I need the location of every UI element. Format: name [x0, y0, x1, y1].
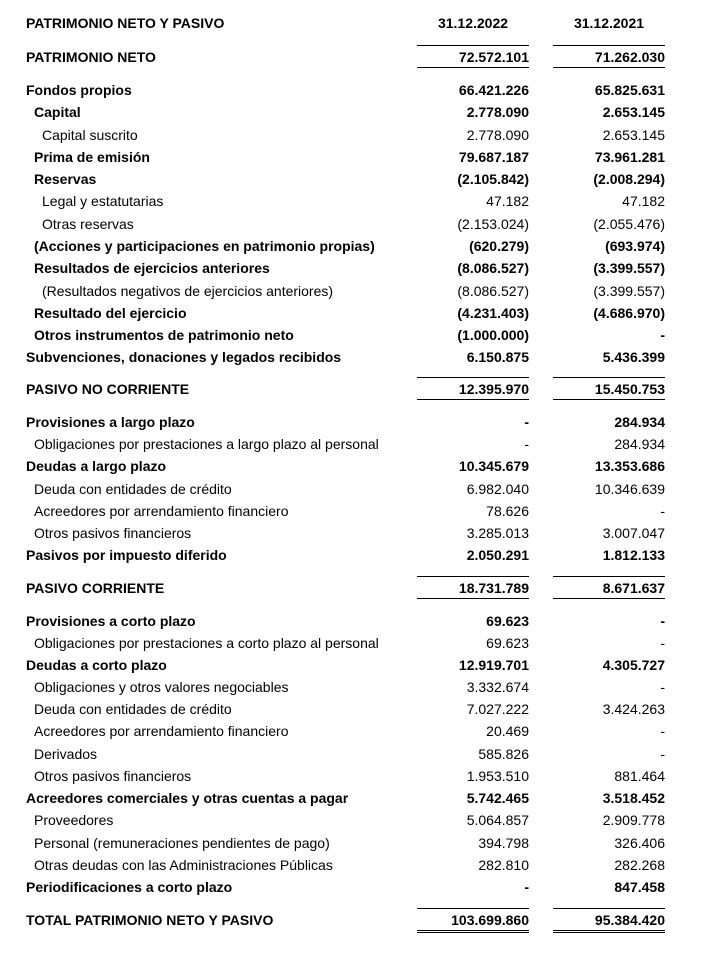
table-row [0, 522, 707, 544]
row-label: Reservas [34, 171, 97, 187]
value-2021: 284.934 [614, 436, 665, 452]
value-2022: 12.395.970 [417, 379, 529, 400]
table-row [0, 124, 707, 146]
total-row [0, 909, 707, 931]
value-2021: - [660, 723, 665, 739]
row-label: PASIVO NO CORRIENTE [26, 381, 190, 397]
value-2022: 2.050.291 [466, 547, 529, 563]
value-2022: 3.285.013 [466, 525, 529, 541]
value-2021: (2.055.476) [593, 216, 665, 232]
table-row [0, 654, 707, 676]
table-row [0, 411, 707, 433]
row-label: Resultado del ejercicio [34, 305, 187, 321]
value-2021: - [660, 635, 665, 651]
row-label: Subvenciones, donaciones y legados recibidos [26, 349, 342, 365]
value-2021: 71.262.030 [553, 47, 665, 68]
value-2022: 585.826 [478, 746, 529, 762]
row-label: Deudas a corto plazo [26, 657, 167, 673]
table-row [0, 346, 707, 368]
value-2021: 95.384.420 [553, 910, 665, 933]
value-2022: (8.086.527) [457, 260, 529, 276]
table-row [0, 235, 707, 257]
value-2022: - [524, 436, 529, 452]
value-2022: 79.687.187 [458, 149, 529, 165]
value-2021: 881.464 [614, 768, 665, 784]
row-label: Acreedores comerciales y otras cuentas a pagar [26, 790, 349, 806]
row-label: Provisiones a largo plazo [26, 414, 195, 430]
value-2022: 47.182 [486, 193, 529, 209]
table-row [0, 720, 707, 742]
value-2021: 15.450.753 [553, 379, 665, 400]
value-2022: 10.345.679 [458, 458, 529, 474]
row-label: Prima de emisión [34, 149, 150, 165]
table-row [0, 213, 707, 235]
value-2022: (1.000.000) [457, 327, 529, 343]
row-label: Periodificaciones a corto plazo [26, 879, 233, 895]
table-row [0, 876, 707, 898]
row-label: Legal y estatutarias [42, 193, 164, 209]
value-2021: 10.346.639 [594, 481, 665, 497]
table-row [0, 146, 707, 168]
column-header-2022: 31.12.2022 [437, 15, 509, 31]
value-2021: (693.974) [605, 238, 665, 254]
value-2021: 8.671.637 [553, 578, 665, 599]
value-2022: 2.778.090 [466, 104, 529, 120]
row-label: Otras reservas [42, 216, 134, 232]
value-2022: 18.731.789 [417, 578, 529, 599]
row-label: Otros pasivos financieros [34, 768, 192, 784]
table-row [0, 257, 707, 279]
row-label: Obligaciones por prestaciones a corto plazo al personal [34, 635, 379, 651]
table-row [0, 809, 707, 831]
value-2021: 282.268 [614, 857, 665, 873]
value-2022: 1.953.510 [466, 768, 529, 784]
table-row [0, 676, 707, 698]
row-label: Acreedores por arrendamiento financiero [34, 503, 289, 519]
value-2021: 847.458 [614, 879, 665, 895]
row-label: PASIVO CORRIENTE [26, 580, 165, 596]
column-header-2021: 31.12.2021 [573, 15, 645, 31]
table-row [0, 302, 707, 324]
value-2022: (8.086.527) [457, 283, 529, 299]
value-2021: (3.399.557) [593, 283, 665, 299]
value-2022: 69.623 [486, 613, 529, 629]
value-2021: - [660, 327, 665, 343]
value-2022: 2.778.090 [466, 127, 529, 143]
row-label: Proveedores [34, 812, 114, 828]
table-row [0, 500, 707, 522]
value-2022: 103.699.860 [417, 910, 529, 933]
value-2021: 13.353.686 [594, 458, 665, 474]
table-row [0, 698, 707, 720]
value-2021: 47.182 [622, 193, 665, 209]
value-2021: (4.686.970) [593, 305, 665, 321]
row-label: Deuda con entidades de crédito [34, 481, 232, 497]
row-label: Acreedores por arrendamiento financiero [34, 723, 289, 739]
row-label: Otros pasivos financieros [34, 525, 192, 541]
value-2022: (2.105.842) [457, 171, 529, 187]
table-row [0, 743, 707, 765]
value-2022: 6.982.040 [466, 481, 529, 497]
value-2022: 72.572.101 [417, 47, 529, 68]
value-2022: 12.919.701 [458, 657, 529, 673]
table-row [0, 101, 707, 123]
table-row [0, 854, 707, 876]
value-2022: 282.810 [478, 857, 529, 873]
value-2021: - [660, 613, 665, 629]
row-label: Fondos propios [26, 82, 132, 98]
table-header [0, 12, 707, 34]
table-row [0, 455, 707, 477]
value-2021: 4.305.727 [602, 657, 665, 673]
table-row [0, 632, 707, 654]
table-row [0, 478, 707, 500]
row-label: (Acciones y participaciones en patrimonio propias) [34, 238, 375, 254]
value-2022: - [524, 414, 529, 430]
table-row [0, 832, 707, 854]
value-2021: 65.825.631 [594, 82, 665, 98]
value-2021: 284.934 [614, 414, 665, 430]
value-2022: 6.150.875 [466, 349, 529, 365]
value-2021: 3.424.263 [602, 701, 665, 717]
value-2022: 394.798 [478, 835, 529, 851]
section-row [0, 46, 707, 68]
value-2021: 1.812.133 [602, 547, 665, 563]
table-row [0, 433, 707, 455]
table-row [0, 324, 707, 346]
row-label: (Resultados negativos de ejercicios anteriores) [42, 283, 334, 299]
row-label: Resultados de ejercicios anteriores [34, 260, 270, 276]
value-2021: 3.518.452 [602, 790, 665, 806]
value-2021: 73.961.281 [594, 149, 665, 165]
value-2022: 5.742.465 [466, 790, 529, 806]
row-label: Derivados [34, 746, 98, 762]
value-2022: 3.332.674 [466, 679, 529, 695]
row-label: TOTAL PATRIMONIO NETO Y PASIVO [26, 912, 274, 928]
row-label: Deudas a largo plazo [26, 458, 167, 474]
value-2021: (2.008.294) [593, 171, 665, 187]
value-2022: 5.064.857 [466, 812, 529, 828]
row-label: Obligaciones por prestaciones a largo plazo al personal [34, 436, 379, 452]
value-2022: (620.279) [469, 238, 529, 254]
value-2021: - [660, 679, 665, 695]
table-row [0, 544, 707, 566]
table-row [0, 765, 707, 787]
table-row [0, 787, 707, 809]
row-label: Otras deudas con las Administraciones Públicas [34, 857, 333, 873]
value-2021: 5.436.399 [602, 349, 665, 365]
value-2021: - [660, 503, 665, 519]
row-label: Provisiones a corto plazo [26, 613, 196, 629]
value-2022: 7.027.222 [466, 701, 529, 717]
table-row [0, 610, 707, 632]
row-label: Obligaciones y otros valores negociables [34, 679, 289, 695]
value-2022: 69.623 [486, 635, 529, 651]
value-2022: 66.421.226 [458, 82, 529, 98]
table-title: PATRIMONIO NETO Y PASIVO [26, 15, 225, 31]
row-label: Deuda con entidades de crédito [34, 701, 232, 717]
section-row [0, 378, 707, 400]
row-label: Capital suscrito [42, 127, 138, 143]
section-row [0, 577, 707, 599]
table-row [0, 280, 707, 302]
value-2022: 78.626 [486, 503, 529, 519]
row-label: Pasivos por impuesto diferido [26, 547, 227, 563]
row-label: Otros instrumentos de patrimonio neto [34, 327, 294, 343]
table-row [0, 168, 707, 190]
row-label: PATRIMONIO NETO [26, 49, 156, 65]
value-2021: (3.399.557) [593, 260, 665, 276]
value-2021: 2.653.145 [602, 104, 665, 120]
row-label: Capital [34, 104, 81, 120]
value-2021: 2.653.145 [602, 127, 665, 143]
value-2022: (2.153.024) [457, 216, 529, 232]
table-row [0, 79, 707, 101]
value-2021: 3.007.047 [602, 525, 665, 541]
value-2022: - [524, 879, 529, 895]
row-label: Personal (remuneraciones pendientes de pago) [34, 835, 330, 851]
value-2022: 20.469 [486, 723, 529, 739]
value-2021: 326.406 [614, 835, 665, 851]
value-2021: 2.909.778 [602, 812, 665, 828]
value-2021: - [660, 746, 665, 762]
table-row [0, 190, 707, 212]
value-2022: (4.231.403) [457, 305, 529, 321]
